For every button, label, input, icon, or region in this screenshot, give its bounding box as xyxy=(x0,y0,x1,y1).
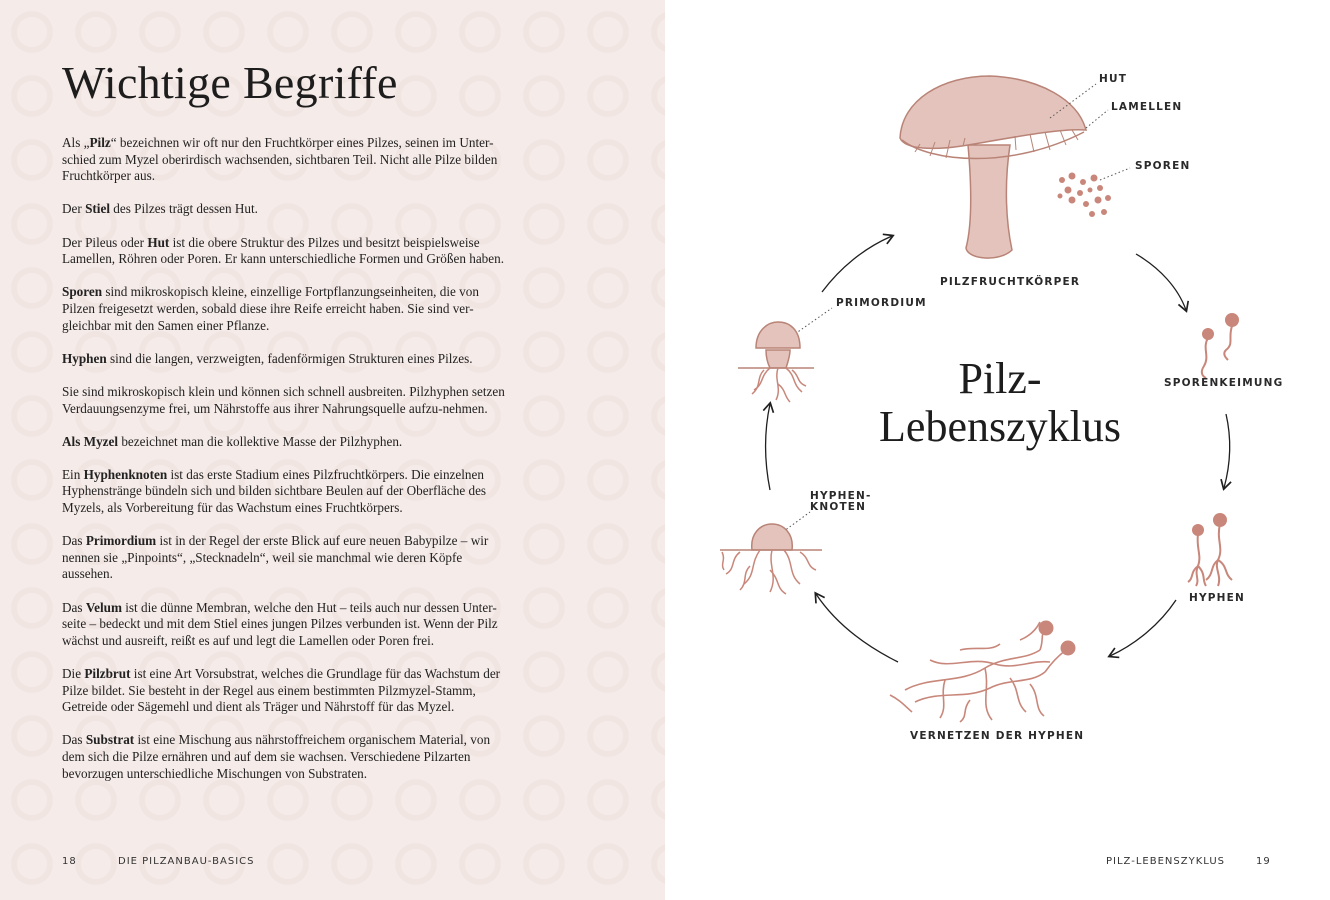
paragraph-text: ist das erste Stadium eines Pilzfruchtkörpers. Die einzelnen Hyphenstränge bündeln sich und bilden sichtbare Beulen auf der Oberfläche des Myzels, als Vorbereitung für das Wachstum eines Fruchtkörpers. xyxy=(62,466,487,516)
paragraph-text: Sie sind mikroskopisch klein und können sich schnell ausbreiten. Pilzhyphen setzen Verdauungsenzyme frei, um Nährstoffe aus ihrer Nahrungsquelle aufzu-nehmen. xyxy=(62,383,505,416)
paragraph-lead: Als „ xyxy=(62,135,90,150)
paragraph-lead: Das xyxy=(62,732,86,748)
footer-page-number-left: 18 xyxy=(62,856,77,867)
paragraph-text: sind mikroskopisch kleine, einzellige Fortpflanzungseinheiten, die von Pilzen freigesetzt werden, sobald diese ihre Reife erreicht haben. Sie sind ver-gleichbar mit den Samen einer Pflanze. xyxy=(62,284,479,333)
label-sporenkeimung: SPORENKEIMUNG xyxy=(1164,377,1284,389)
footer-section-right: PILZ-LEBENSZYKLUS xyxy=(1106,856,1225,867)
arrow-hyphae-to-network xyxy=(1110,600,1176,656)
glossary-term: Hut xyxy=(147,234,170,250)
paragraph-text: ist die obere Struktur des Pilzes und besitzt beispielsweise Lamellen, Röhren oder Poren. Er kann unterschiedliche Formen und Größen haben. xyxy=(62,234,505,267)
paragraph-text: ist eine Art Vorsubstrat, welches die Grundlage für das Wachstum der Pilze bildet. Sie besteht in der Regel aus einem bestimmten Pilzmyzel-Stamm, Getreide oder Sägemehl und dient als Träger und Nährstoff für das Myzel. xyxy=(62,666,501,715)
glossary-term: Hyphenknoten xyxy=(83,466,168,482)
page-title: Wichtige Begriffe xyxy=(62,57,398,108)
glossary-term: Velum xyxy=(85,599,122,615)
paragraph-lead: Der xyxy=(62,201,86,217)
mushroom-illustration xyxy=(900,76,1086,258)
arrow-fruitbody-to-germination xyxy=(1136,254,1186,310)
paragraph-text: bezeichnet man die kollektive Masse der Pilzhyphen. xyxy=(118,433,403,449)
glossary-term: Substrat xyxy=(85,732,135,748)
label-hyphen: HYPHEN xyxy=(1189,592,1246,604)
label-hyphenknoten-line2: KNOTEN xyxy=(810,501,867,513)
hyphal-knot-illustration xyxy=(720,524,822,594)
glossary-term: Als Myzel xyxy=(62,433,119,449)
arrow-network-to-knot xyxy=(816,594,898,662)
label-vernetzen-der-hyphen: VERNETZEN DER HYPHEN xyxy=(910,730,1085,742)
arrow-primordium-to-fruitbody xyxy=(822,236,892,292)
glossary-term: Stiel xyxy=(85,201,110,217)
paragraph-lead: Ein xyxy=(62,466,84,482)
paragraph-text: sind die langen, verzweigten, fadenförmigen Strukturen eines Pilzes. xyxy=(106,350,473,366)
lifecycle-title-line2: Lebenszyklus xyxy=(879,402,1121,451)
footer-section-left: DIE PILZANBAU-BASICS xyxy=(118,856,255,867)
label-primordium: PRIMORDIUM xyxy=(836,297,927,309)
paragraph-lead: Das xyxy=(62,599,86,615)
paragraph-text: ist die dünne Membran, welche den Hut – teils auch nur dessen Unter-seite – bedeckt und mit dem Stiel eines jungen Pilzes verbunden ist. Wenn der Pilz wächst und ausreift, reißt es auf und legt die Lamellen oder Poren frei. xyxy=(62,599,498,648)
spores-cluster xyxy=(1058,173,1112,218)
lifecycle-title xyxy=(760,355,1240,451)
paragraph-lead: Die xyxy=(62,666,85,681)
label-hut: HUT xyxy=(1099,73,1128,85)
paragraph-text: “ bezeichnen wir oft nur den Fruchtkörper eines Pilzes, seinen im Unter-schied zum Myzel oberirdisch wachsenden, sichtbaren Teil. Nicht alle Pilze bilden Fruchtkörper aus. xyxy=(62,135,498,184)
label-sporen: SPOREN xyxy=(1135,160,1191,172)
glossary-term: Pilz xyxy=(89,135,111,150)
paragraph-lead: Der Pileus oder xyxy=(62,234,148,250)
label-lamellen: LAMELLEN xyxy=(1111,101,1183,113)
hyphae-network-illustration xyxy=(890,621,1076,723)
glossary-term: Hyphen xyxy=(62,350,107,366)
leader-lines xyxy=(780,84,1130,534)
hyphae-illustration xyxy=(1188,513,1232,586)
paragraph-text: ist eine Mischung aus nährstoffreichem organischem Material, von dem sich die Pilze ernähren und auf dem sie wachsen. Verschiedene Pilzarten bevorzugen unterschiedliche Mischungen von Substraten. xyxy=(62,732,491,781)
lifecycle-title-line1: Pilz- xyxy=(958,354,1042,403)
paragraph-text: ist in der Regel der erste Blick auf eure neuen Babypilze – wir nennen sie „Pinpoints“, „Stecknadeln“, weil sie manchmal wie deren Köpfe aussehen. xyxy=(62,533,489,582)
label-pilzfruchtkoerper: PILZFRUCHTKÖRPER xyxy=(940,276,1081,288)
glossary-term: Sporen xyxy=(62,284,103,300)
paragraph-text: des Pilzes trägt dessen Hut. xyxy=(110,201,258,217)
glossary-term: Primordium xyxy=(85,533,157,549)
label-hyphenknoten-line1: HYPHEN- xyxy=(810,490,872,502)
paragraph-lead: Das xyxy=(62,533,86,549)
glossary-term: Pilzbrut xyxy=(84,666,131,681)
footer-page-number-right: 19 xyxy=(1256,856,1271,867)
